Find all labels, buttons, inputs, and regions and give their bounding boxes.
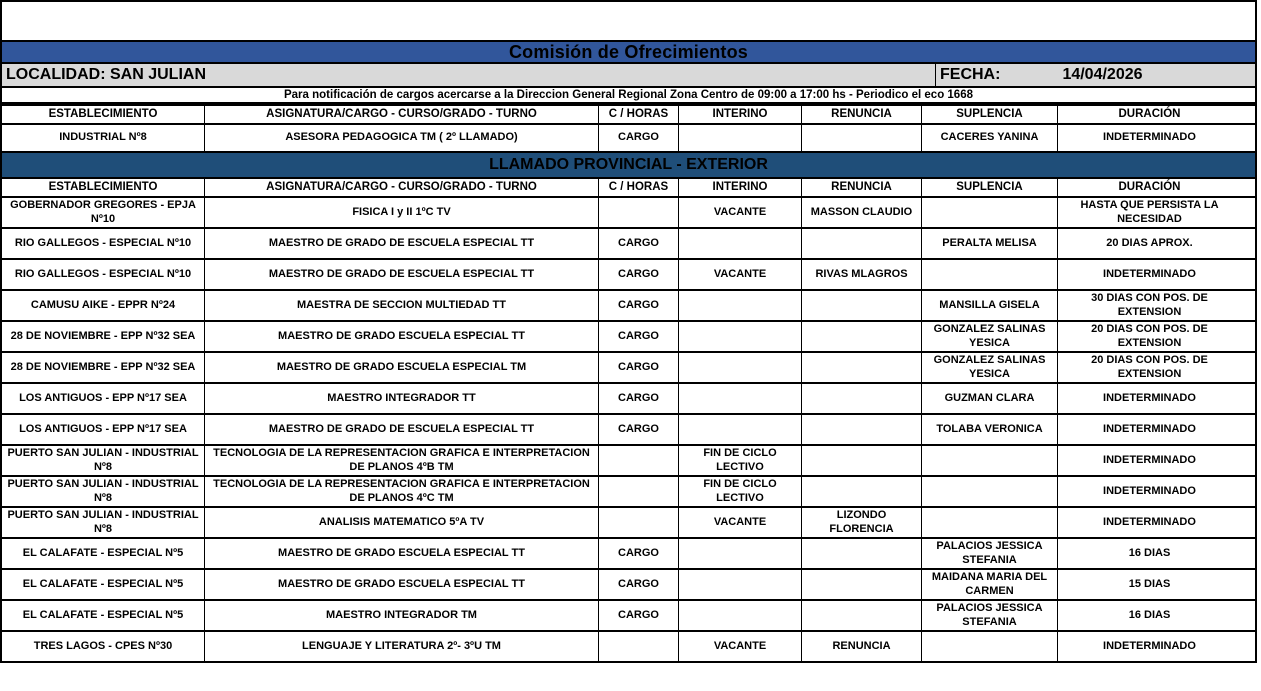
fecha-cell [936,64,1255,86]
table-row-renuncia [802,384,922,413]
table-row-duracion: INDETERMINADO [1103,515,1196,528]
table-row-suplencia [922,632,1058,661]
table-row-suplencia: PERALTA MELISA [922,229,1058,258]
table-row-suplencia [922,477,1058,506]
column-header-interino: INTERINO [679,179,802,196]
document-title-bar [0,40,1257,64]
table-row-asignatura: MAESTRO INTEGRADOR TM [205,601,599,630]
table-row-establecimiento: PUERTO SAN JULIAN - INDUSTRIAL Nº8 [2,446,205,475]
table-row-establecimiento: GOBERNADOR GREGORES - EPJA Nº10 [2,198,205,227]
table-row-establecimiento: EL CALAFATE - ESPECIAL Nº5 [2,539,205,568]
table-row-interino [679,570,802,599]
table-row-suplencia: MAIDANA MARIA DEL CARMEN [922,570,1058,599]
table-row-suplencia: GONZALEZ SALINAS YESICA [922,353,1058,382]
table-row-establecimiento: EL CALAFATE - ESPECIAL Nº5 [2,570,205,599]
table-row-asignatura: MAESTRO DE GRADO DE ESCUELA ESPECIAL TT [205,229,599,258]
table-row-asignatura: MAESTRO INTEGRADOR TT [205,384,599,413]
table-row-interino [679,322,802,351]
table-row-renuncia [802,229,922,258]
table-row-establecimiento: LOS ANTIGUOS - EPP Nº17 SEA [2,384,205,413]
table-row-c_horas: CARGO [599,125,679,151]
table-row-c_horas [599,446,679,475]
table-row [2,601,1255,632]
table-row [2,632,1255,661]
table-row-establecimiento: CAMUSU AIKE - EPPR Nº24 [2,291,205,320]
column-header-renuncia: RENUNCIA [802,106,922,123]
table-row [2,415,1255,446]
table-row-renuncia [802,570,922,599]
table-row [2,570,1255,601]
column-header-suplencia: SUPLENCIA [922,179,1058,196]
table-row-duracion: INDETERMINADO [1103,422,1196,435]
table-row-interino [679,229,802,258]
table-row-c_horas: CARGO [599,384,679,413]
table-row-asignatura: MAESTRO DE GRADO ESCUELA ESPECIAL TT [205,570,599,599]
table-row-renuncia: RENUNCIA [802,632,922,661]
empty-header-box [0,0,1257,42]
notification-note: Para notificación de cargos acercarse a la Direccion General Regional Zona Centro de 09:00 a 17:00 hs - Periodico el eco 1668 [283,89,973,101]
column-header-establecimiento: ESTABLECIMIENTO [2,179,205,196]
column-header-suplencia: SUPLENCIA [922,106,1058,123]
table-row-interino: VACANTE [679,632,802,661]
table-row-asignatura: MAESTRO DE GRADO DE ESCUELA ESPECIAL TT [205,260,599,289]
table-row [2,125,1255,151]
table-row-interino: VACANTE [679,508,802,537]
table-row-duracion: INDETERMINADO [1103,453,1196,466]
table-row-duracion: INDETERMINADO [1103,391,1196,404]
localidad-fecha-row [0,62,1257,88]
table-row [2,198,1255,229]
table-row-interino: VACANTE [679,198,802,227]
table-row-renuncia: LIZONDO FLORENCIA [802,508,922,537]
column-header-c_horas: C / HORAS [599,106,679,123]
table-row [2,477,1255,508]
table-row-suplencia [922,446,1058,475]
column-header-asignatura: ASIGNATURA/CARGO - CURSO/GRADO - TURNO [205,106,599,123]
table-row-c_horas [599,198,679,227]
table-row-renuncia: MASSON CLAUDIO [802,198,922,227]
table-row-interino: FIN DE CICLO LECTIVO [679,446,802,475]
table-row-suplencia: GUZMAN CLARA [922,384,1058,413]
table-row-interino [679,384,802,413]
table-row-interino [679,125,802,151]
table-row-asignatura: FISICA I y II 1ºC TV [205,198,599,227]
localidad-label: LOCALIDAD: SAN JULIAN [2,64,936,86]
table-row-c_horas: CARGO [599,353,679,382]
table-row-duracion: 16 DIAS [1128,546,1171,559]
table-row-asignatura: MAESTRO DE GRADO ESCUELA ESPECIAL TT [205,539,599,568]
table-row-establecimiento: RIO GALLEGOS - ESPECIAL Nº10 [2,229,205,258]
table-row-establecimiento: RIO GALLEGOS - ESPECIAL Nº10 [2,260,205,289]
table-row-c_horas [599,508,679,537]
table-row-suplencia: PALACIOS JESSICA STEFANIA [922,601,1058,630]
table-row [2,539,1255,570]
table-section-provincial [0,177,1257,663]
column-header [2,179,1255,198]
table-row-asignatura: ANALISIS MATEMATICO 5ºA TV [205,508,599,537]
table-row-establecimiento: TRES LAGOS - CPES Nº30 [2,632,205,661]
table-row-duracion: 20 DIAS CON POS. DE EXTENSION [1091,354,1208,380]
document-title: Comisión de Ofrecimientos [508,41,749,62]
column-header-duracion: DURACIÓN [1118,180,1181,193]
column-header-c_horas: C / HORAS [599,179,679,196]
column-header [2,106,1255,125]
table-row-duracion: 15 DIAS [1128,577,1171,590]
table-row-c_horas: CARGO [599,291,679,320]
table-row [2,229,1255,260]
table-row-suplencia: MANSILLA GISELA [922,291,1058,320]
table-row-asignatura: MAESTRA DE SECCION MULTIEDAD TT [205,291,599,320]
table-row-interino [679,415,802,444]
column-header-renuncia: RENUNCIA [802,179,922,196]
table-row-duracion: 30 DIAS CON POS. DE EXTENSION [1091,292,1208,318]
table-row-duracion: INDETERMINADO [1103,267,1196,280]
table-row-c_horas: CARGO [599,260,679,289]
table-row-c_horas: CARGO [599,322,679,351]
table-row-establecimiento: PUERTO SAN JULIAN - INDUSTRIAL Nº8 [2,477,205,506]
table-row-asignatura: ASESORA PEDAGOGICA TM ( 2º LLAMADO) [205,125,599,151]
table-row [2,322,1255,353]
column-header-interino: INTERINO [679,106,802,123]
table-row-establecimiento: EL CALAFATE - ESPECIAL Nº5 [2,601,205,630]
table-row-asignatura: MAESTRO DE GRADO ESCUELA ESPECIAL TM [205,353,599,382]
table-row-suplencia [922,198,1058,227]
table-row [2,508,1255,539]
table-row-renuncia [802,477,922,506]
table-row-renuncia [802,601,922,630]
table-row-interino: FIN DE CICLO LECTIVO [679,477,802,506]
table-row-suplencia [922,508,1058,537]
table-row-establecimiento: LOS ANTIGUOS - EPP Nº17 SEA [2,415,205,444]
table-row [2,446,1255,477]
table-row-duracion: INDETERMINADO [1103,639,1196,652]
table-row-suplencia: CACERES YANINA [922,125,1058,151]
table-row-interino [679,291,802,320]
table-row-renuncia [802,291,922,320]
table-row-duracion: 16 DIAS [1128,608,1171,621]
fecha-value: 14/04/2026 [1062,66,1143,83]
table-row [2,260,1255,291]
table-row-establecimiento: 28 DE NOVIEMBRE - EPP Nº32 SEA [2,353,205,382]
column-header-establecimiento: ESTABLECIMIENTO [2,106,205,123]
table-row-asignatura: TECNOLOGIA DE LA REPRESENTACION GRAFICA E INTERPRETACION DE PLANOS 4ºC TM [205,477,599,506]
column-header-asignatura: ASIGNATURA/CARGO - CURSO/GRADO - TURNO [205,179,599,196]
table-row-renuncia [802,446,922,475]
table-row-renuncia [802,125,922,151]
table-row-renuncia [802,415,922,444]
table-row-interino [679,601,802,630]
table-row-suplencia: GONZALEZ SALINAS YESICA [922,322,1058,351]
table-row-duracion: 20 DIAS APROX. [1106,236,1193,249]
table-row-suplencia: PALACIOS JESSICA STEFANIA [922,539,1058,568]
table-row-asignatura: LENGUAJE Y LITERATURA 2º- 3ºU TM [205,632,599,661]
table-row-establecimiento: PUERTO SAN JULIAN - INDUSTRIAL Nº8 [2,508,205,537]
table-row-renuncia: RIVAS MLAGROS [802,260,922,289]
table-row-interino [679,353,802,382]
table-row-duracion: INDETERMINADO [1103,484,1196,497]
table-row-renuncia [802,353,922,382]
column-header-duracion: DURACIÓN [1118,107,1181,120]
table-row-duracion: INDETERMINADO [1103,131,1196,144]
table-row-interino [679,539,802,568]
table-row-suplencia: TOLABA VERONICA [922,415,1058,444]
table-row-establecimiento: 28 DE NOVIEMBRE - EPP Nº32 SEA [2,322,205,351]
table-row-c_horas: CARGO [599,229,679,258]
table-row-asignatura: MAESTRO DE GRADO DE ESCUELA ESPECIAL TT [205,415,599,444]
table-row-renuncia [802,539,922,568]
table-section-local [0,104,1257,153]
table-row [2,353,1255,384]
table-row [2,291,1255,322]
table-row-renuncia [802,322,922,351]
table-row-c_horas [599,477,679,506]
table-row-c_horas: CARGO [599,601,679,630]
table-row [2,384,1255,415]
table-row-c_horas: CARGO [599,570,679,599]
table-row-asignatura: MAESTRO DE GRADO ESCUELA ESPECIAL TT [205,322,599,351]
table-row-establecimiento: INDUSTRIAL Nº8 [2,125,205,151]
table-row-suplencia [922,260,1058,289]
table-row-c_horas: CARGO [599,415,679,444]
table-row-duracion: HASTA QUE PERSISTA LA NECESIDAD [1080,199,1219,225]
table-row-c_horas [599,632,679,661]
table-row-asignatura: TECNOLOGIA DE LA REPRESENTACION GRAFICA E INTERPRETACION DE PLANOS 4ºB TM [205,446,599,475]
table-row-duracion: 20 DIAS CON POS. DE EXTENSION [1091,323,1208,349]
section-title: LLAMADO PROVINCIAL - EXTERIOR [489,156,768,173]
section-title-bar-provincial [0,151,1257,179]
notification-note-row [0,86,1257,104]
fecha-label: FECHA: [940,66,1001,83]
table-row-c_horas: CARGO [599,539,679,568]
table-row-interino: VACANTE [679,260,802,289]
